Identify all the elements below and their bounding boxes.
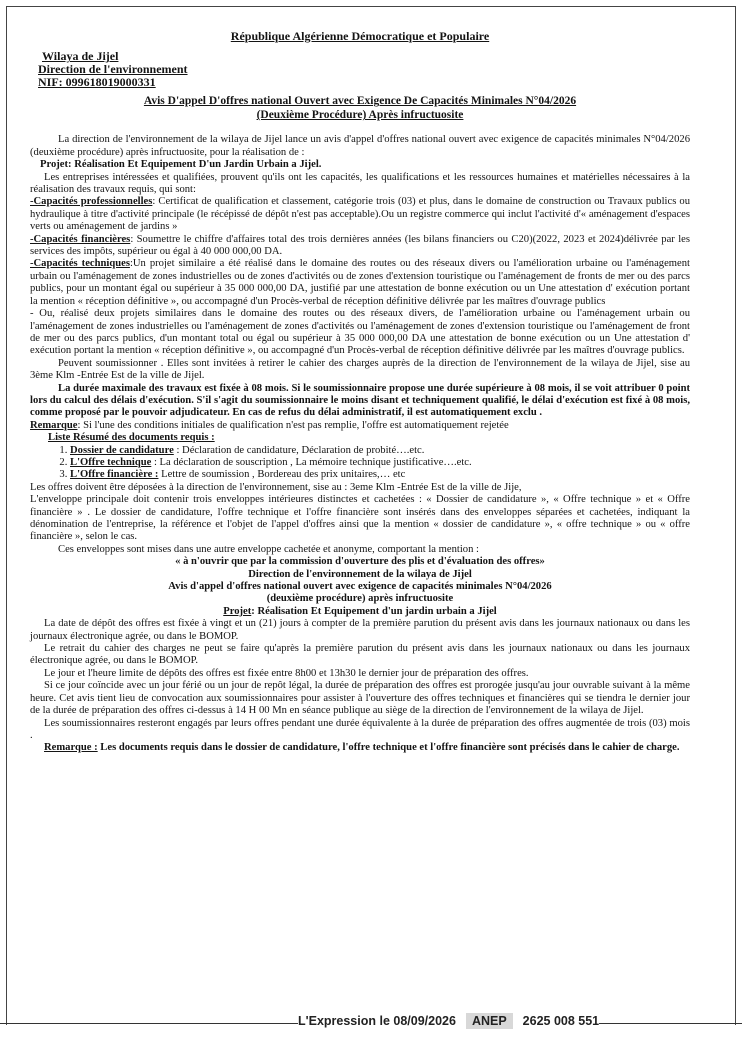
- newspaper-date: L'Expression le 08/09/2026: [298, 1014, 456, 1028]
- envelope-mention-line-3: Avis d'appel d'offres national ouvert avec exigence de capacités minimales N°04/2026: [168, 581, 552, 593]
- document-label: L'Offre financière :: [70, 469, 159, 481]
- project-line: Projet: Réalisation Et Equipement D'un Jardin Urbain a Jijel.: [40, 159, 322, 171]
- financial-capacity-paragraph: [30, 234, 690, 259]
- document-label: L'Offre technique: [70, 456, 152, 468]
- deposit-paragraph: Les offres doivent être déposées à la direction de l'environnement, sise au : 3eme Klm -Entrée Est de la ville de Jije,: [30, 481, 522, 493]
- anonymous-envelope-paragraph: Ces enveloppes sont mises dans une autre enveloppe cachetée et anonyme, comportant la mention :: [58, 543, 479, 555]
- list-item: [70, 469, 690, 481]
- envelope-mention-line-4: (deuxième procédure) après infructuosite: [266, 593, 454, 605]
- list-item: [70, 457, 690, 469]
- professional-capacity-text: : Certificat de qualification et classement, catégorie trois (03) et plus, dans le domaine de construction ou Travaux publics ou hydraulique à titre d'activité principale (le récépissé de dépôt n'est pas acceptable).Ou un registre commerce qui inclut l'activité d'« aménagement d'espaces verts ou aménagement de jardins »: [30, 196, 690, 233]
- documents-list-title: Liste Résumé des documents requis :: [48, 432, 215, 444]
- duration-paragraph: La durée maximale des travaux est fixée à 08 mois. Si le soumissionnaire propose une durée supérieure à 08 mois, il se voit attribuer 0 point lors du calcul des délais d'exécution. S'il s'agit du soumissionnaire le moins disant et techniquement qualifié, le délai d'exécution est fixé à 08 mois, comme proposé par le pouvoir adjudicateur. En cas de refus du délai administratif, il est automatiquement exclu .: [30, 382, 690, 419]
- technical-capacity-text: :Un projet similaire a été réalisé dans le domaine des routes ou des réseaux divers ou l'amélioration urbaine ou l'aménagement urbain ou l'aménagement de zones industrielles ou de zones d'activités ou de zones d'extension touristique ou l'aménagement de fronts de mer ou des parcs publics, pour un montant égal ou supérieur à 35 000 000,00 DA, justifié par une attestation de bonne exécution ou un Une attestation d' exécution portant la mention « réception définitive », ou accompagné d'un Procès-verbal de réception définitive délivrée par les maîtres d'ouvrage publics: [30, 258, 690, 307]
- professional-capacity-paragraph: [30, 196, 690, 233]
- remark-label: Remarque: [30, 419, 78, 431]
- conditions-intro: Les entreprises intéressées et qualifiées, prouvent qu'ils ont les capacités, les qualifications et les ressources humaines et matérielles nécessaires à la réalisation des travaux requis, qui sont:: [30, 171, 690, 196]
- holiday-paragraph: Si ce jour coïncide avec un jour férié ou un jour de repôt légal, la durée de préparation des offres est prorogée jusqu'au jour ouvrable suivant à la même heure. Cet avis tient lieu de convocation aux soumissionnaires pour assister à l'ouverture des offres techniques et financières qui se tiendra le dernier jour de la durée de préparation des offres ci-dessus à 14 H 00 Mn en séance publique au siège de la direction de l'environnement de la wilaya de Jijel.: [30, 680, 690, 717]
- envelope-project-label: Projet: [223, 605, 252, 617]
- document-text: : La déclaration de souscription , La mémoire technique justificative….etc.: [151, 456, 472, 468]
- direction-heading: Direction de l'environnement: [38, 62, 188, 77]
- notice-body: [30, 30, 690, 755]
- retrait-paragraph: Le retrait du cahier des charges ne peut se faire qu'après la première parution du présent avis dans les journaux nationaux ou dans les journaux électronique agrée, ou dans le BOMOP.: [30, 643, 690, 667]
- technical-capacity-label: -Capacités techniques: [30, 258, 130, 270]
- envelope-paragraph: L'enveloppe principale doit contenir trois enveloppes intérieures distinctes et cachetées : « Dossier de candidature », « Offre technique » et « Offre financière » . Le dossier de candidature, l'offre technique et l'offre financière sont insérés dans des enveloppes séparées et cachetées, indiquant la dénomination de l'entreprise, la référence et l'objet de l'appel d'offres ainsi que la mention « dossier de candidature », « offre technique » ou « offre financière », selon le cas.: [30, 494, 690, 543]
- document-text: : Déclaration de candidature, Déclaration de probité….etc.: [173, 444, 425, 456]
- republic-heading: République Algérienne Démocratique et Populaire: [230, 29, 490, 43]
- remark-paragraph: [30, 420, 690, 432]
- financial-capacity-text: : Soumettre le chiffre d'affaires total des trois dernières années (les bilans financiers ou C20)(2022, 2023 et 2024)délivrée par les services des impôts, supérieur ou égal à 40 000 000,00 DA.: [30, 233, 690, 258]
- notice-subtitle: (Deuxième Procédure) Après infructuosite: [256, 109, 464, 122]
- envelope-mention-line-5: [30, 606, 690, 618]
- envelope-project-text: : Réalisation Et Equipement d'un jardin urbain a Jijel: [251, 605, 497, 617]
- envelope-mention-line-1: « à n'ouvrir que par la commission d'ouverture des plis et d'évaluation des offres»: [175, 556, 545, 568]
- deadline-paragraph: La date de dépôt des offres est fixée à vingt et un (21) jours à compter de la première parution du présent avis dans les journaux nationaux ou dans les journaux électronique agrée, ou dans le BOMOP.: [30, 618, 690, 642]
- final-remark-text: Les documents requis dans le dossier de candidature, l'offre technique et l'offre financière sont précisés dans le cahier de charge.: [97, 742, 680, 754]
- publication-footer: [298, 1013, 599, 1029]
- reference-number: 2625 008 551: [522, 1014, 600, 1028]
- final-remark-paragraph: [30, 742, 690, 754]
- professional-capacity-label: -Capacités professionnelles: [30, 196, 153, 208]
- document-label: Dossier de candidature: [70, 444, 174, 456]
- document-text: Lettre de soumission , Bordereau des prix unitaires,… etc: [158, 469, 406, 481]
- nif-heading: NIF: 099618019000331: [38, 75, 156, 90]
- hours-paragraph: Le jour et l'heure limite de dépôts des offres est fixée entre 8h00 et 13h30 le dernier jour de préparation des offres.: [44, 667, 529, 679]
- technical-capacity-paragraph: [30, 258, 690, 308]
- frame-right-border: [735, 6, 736, 1025]
- remark-text: : Si l'une des conditions initiales de qualification n'est pas remplie, l'offre est automatiquement rejetée: [77, 419, 509, 431]
- frame-top-border: [6, 6, 736, 7]
- withdraw-paragraph: Peuvent soumissionner . Elles sont invitées à retirer le cahier des charges auprès de la direction de l'environnement de la wilaya de Jijel, sise au 3ème Klm -Entrée Est de la ville de Jijel.: [30, 357, 690, 382]
- envelope-mention-line-2: Direction de l'environnement de la wilaya de Jijel: [248, 568, 472, 580]
- notice-title: Avis D'appel D'offres national Ouvert avec Exigence De Capacités Minimales N°04/2026: [143, 95, 577, 108]
- technical-capacity-alternative: - Ou, réalisé deux projets similaires dans le domaine des routes ou des réseaux divers, de l'amélioration urbaine ou l'aménagement urbain ou l'aménagement de zones industrielles ou l'aménagement de zones d'activités ou l'aménagement de zones d'extension touristique ou l'aménagement de front de mer ou des parcs publics, d'un montant total ou égal ou supérieur à 35 000 000,00 DA une attestation de bonne exécution ou un Une attestation d' exécution portant la mention « réception définitive », ou accompagné d'un Procès-verbal de réception définitive délivrée par les maîtres d'ouvrage publics.: [30, 308, 690, 357]
- list-item: [70, 445, 690, 457]
- agency-badge: ANEP: [466, 1013, 513, 1029]
- frame-left-border: [6, 6, 7, 1025]
- financial-capacity-label: -Capacités financières: [30, 233, 131, 245]
- documents-list: [30, 445, 690, 482]
- engagement-paragraph: Les soumissionnaires resteront engagés par leurs offres pendant une durée équivalente à la durée de préparation des offres augmentée de trois (03) mois .: [30, 717, 690, 741]
- wilaya-heading: Wilaya de Jijel: [42, 49, 119, 64]
- intro-paragraph: La direction de l'environnement de la wilaya de Jijel lance un avis d'appel d'offres national ouvert avec exigence de capacités minimales N°04/2026 (deuxième procédure) après infructuosite, pour la réalisation de :: [30, 134, 690, 158]
- final-remark-label: Remarque :: [44, 742, 98, 754]
